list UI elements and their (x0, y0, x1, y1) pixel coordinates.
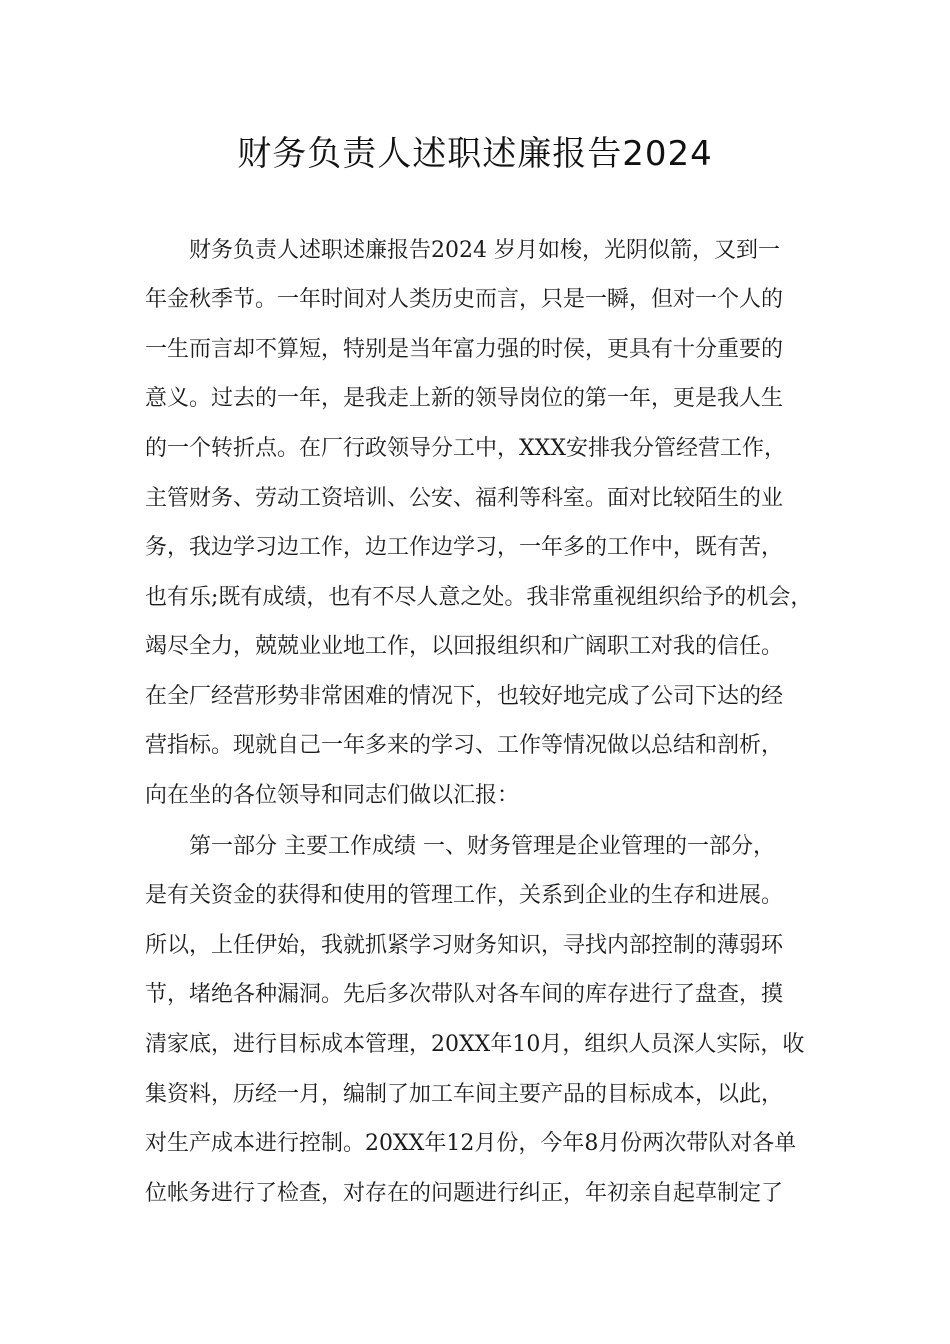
paragraph-line: 年金秋季节。一年时间对人类历史而言，只是一瞬，但对一个人的 (145, 287, 784, 312)
paragraph-line: 第一部分 主要工作成绩 一、财务管理是企业管理的一部分， (189, 834, 775, 859)
paragraph-line: 意义。过去的一年，是我走上新的领导岗位的第一年，更是我人生 (145, 386, 784, 411)
paragraph-line: 清家底，进行目标成本管理，20XX年10月，组织人员深人实际，收 (145, 1032, 805, 1057)
paragraph-line: 的一个转折点。在厂行政领导分工中，XXX安排我分管经营工作， (145, 436, 786, 461)
paragraph-line: 所以，上任伊始，我就抓紧学习财务知识，寻找内部控制的薄弱环 (145, 933, 784, 958)
paragraph-line: 一生而言却不算短，特别是当年富力强的时侯，更具有十分重要的 (145, 337, 784, 362)
paragraph-line: 主管财务、劳动工资培训、公安、福利等科室。面对比较陌生的业 (145, 486, 784, 511)
paragraph-line: 也有乐;既有成绩，也有不尽人意之处。我非常重视组织给予的机会， (145, 585, 813, 610)
document-title: 财务负责人述职述廉报告2024 (237, 134, 713, 174)
paragraph-line: 节，堵绝各种漏洞。先后多次带队对各车间的库存进行了盘查，摸 (145, 982, 784, 1007)
paragraph-line: 务，我边学习边工作，边工作边学习，一年多的工作中，既有苦， (145, 535, 784, 560)
paragraph-line: 在全厂经营形势非常困难的情况下，也较好地完成了公司下达的经 (145, 684, 784, 709)
paragraph-line: 竭尽全力，兢兢业业地工作，以回报组织和广阔职工对我的信任。 (145, 634, 784, 659)
paragraph-line: 财务负责人述职述廉报告2024 岁月如梭，光阴似箭，又到一 (189, 238, 780, 263)
paragraph-line: 集资料，历经一月，编制了加工车间主要产品的目标成本，以此， (145, 1082, 784, 1107)
paragraph-line: 对生产成本进行控制。20XX年12月份，今年8月份两次带队对各单 (145, 1131, 797, 1156)
paragraph-line: 是有关资金的获得和使用的管理工作，关系到企业的生存和进展。 (145, 883, 784, 908)
paragraph-line: 营指标。现就自己一年多来的学习、工作等情况做以总结和剖析， (145, 733, 784, 758)
paragraph-line: 向在坐的各位领导和同志们做以汇报： (145, 783, 520, 808)
paragraph-line: 位帐务进行了检查，对存在的问题进行纠正，年初亲自起草制定了 (145, 1181, 784, 1206)
